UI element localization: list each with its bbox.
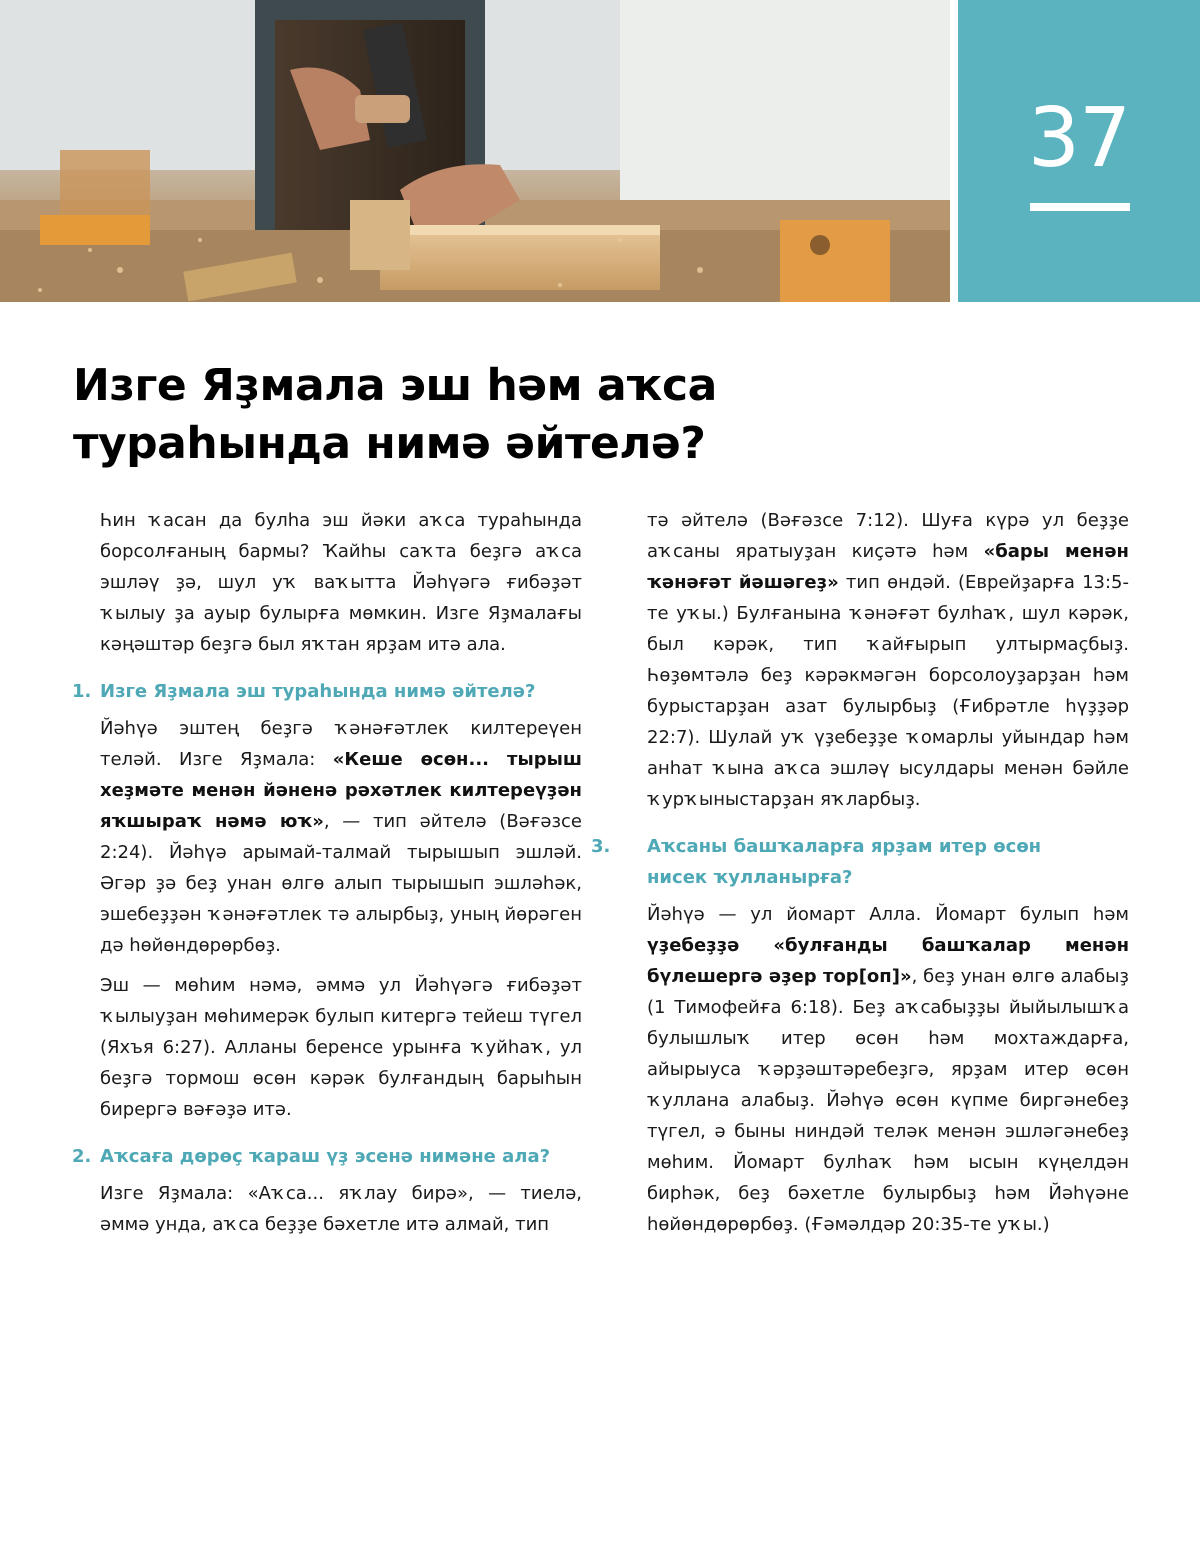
question-2-heading: [72, 1141, 582, 1172]
section-2-paragraph-1-continued: [647, 505, 1129, 815]
question-2-text: Аҡсаға дөрөҫ ҡараш үҙ эсенә нимәне ала?: [100, 1146, 551, 1167]
left-column: [72, 505, 582, 1249]
text-run: Йәһүә эштең беҙгә ҡәнәғәтлек килтереүен теләй. Изге Яҙмала:: [100, 718, 582, 770]
section-1-paragraph-1: [100, 713, 582, 961]
lesson-number: 37: [1027, 91, 1131, 186]
question-2-number: 2.: [72, 1146, 92, 1167]
lesson-number-panel: [958, 0, 1200, 302]
bold-quote: «бары менән ҡәнәғәт йәшәгеҙ»: [647, 541, 1129, 593]
page-title: [73, 357, 953, 473]
text-run: , беҙ унан өлгө алабыҙ (1 Тимофейға 6:18). Беҙ аҡсабыҙҙы йыйылышҡа булышлыҡ итер өсөн һәм мохтаждарға, айырыуса ҡәрҙәштәребеҙгә, ярҙам итер өсөн ҡуллана алабыҙ. Йәһүә өсөн күпме биргәнебеҙ түгел, ә быны ниндәй теләк менән эшләгәнебеҙ мөһим. Йомарт булһаҡ һәм ысын күңелдән бирһәк, беҙ бәхетле булырбыҙ һәм Йәһүәне һөйөндөрөрбөҙ. (Ғәмәлдәр 20:35-те уҡы.): [647, 966, 1129, 1235]
question-3-text-line2: нисек ҡулланырға?: [647, 867, 853, 888]
text-run: Йәһүә — ул йомарт Алла. Йомарт булып һәм: [647, 904, 1129, 925]
intro-paragraph: Һин ҡасан да булһа эш йәки аҡса тураһында борсолғаның бармы? Ҡайһы саҡта беҙгә аҡса эшләү ҙә, шул уҡ ваҡытта Йәһүәгә ғибәҙәт ҡылыу ҙа ауыр булырға мөмкин. Изге Яҙмалағы кәңәштәр беҙгә был яҡтан ярҙам итә ала.: [100, 510, 582, 655]
section-1-paragraph-2: Эш — мөһим нәмә, әммә ул Йәһүәгә ғибәҙәт ҡылыуҙан мөһимерәк булып китергә тейеш түгел (Яхъя 6:27). Алланы беренсе урынға ҡуйһаҡ, ул беҙгә тормош өсөн кәрәк булғандың барыһын бирергә вәғәҙә итә.: [100, 975, 582, 1120]
question-3-heading: [591, 831, 1129, 893]
question-1-text: Изге Яҙмала эш тураһында нимә әйтелә?: [100, 681, 536, 702]
bold-quote: үҙебеҙҙә «булғанды башҡалар менән бүлешергә әҙер тор[оп]»: [647, 935, 1129, 987]
section-2-paragraph-1-start: Изге Яҙмала: «Аҡса... яҡлау бирә», — тиелә, әммә унда, аҡса беҙҙе бәхетле итә алмай, тип: [100, 1183, 582, 1235]
hero-photo: [0, 0, 950, 302]
question-3-number: 3.: [591, 836, 611, 857]
bold-quote: «Кеше өсөн... тырыш хеҙмәте менән йәненә рәхәтлек килтереүҙән яҡшыраҡ нәмә юҡ»: [100, 749, 582, 832]
text-run: тә әйтелә (Вәғәзсе 7:12). Шуға күрә ул беҙҙе аҡсаны яратыуҙан киҫәтә һәм: [647, 510, 1129, 562]
question-1-number: 1.: [72, 681, 92, 702]
text-run: тип өндәй. (Еврейҙарға 13:5-те уҡы.) Булғанына ҡәнәғәт булһаҡ, шул кәрәк, был кәрәк, тип ҡайғырып ултырмаҫбыҙ. Һөҙөмтәлә беҙ кәрәкмәгән борсолоуҙарҙан һәм бурыстарҙан азат булырбыҙ (Ғибрәтле һүҙҙәр 22:7). Шулай уҡ үҙебеҙҙе ҡомарлы уйындар һәм анһат ҡына аҡса эшләү ысулдары менән бәйле ҡурҡыныстарҙан яҡларбыҙ.: [647, 572, 1129, 810]
question-3-text-line1: Аҡсаны башҡаларға ярҙам итер өсөн: [647, 836, 1042, 857]
right-column: [591, 505, 1129, 1249]
question-1-heading: [72, 676, 582, 707]
page-title-line1: Изге Яҙмала эш һәм аҡса: [73, 360, 717, 411]
page-title-line2: тураһында нимә әйтелә?: [73, 418, 706, 469]
lesson-number-underline: [1030, 203, 1130, 211]
text-run: , — тип әйтелә (Вәғәзсе 2:24). Йәһүә арымай-талмай тырышып эшләй. Әгәр ҙә беҙ унан өлгө алып тырышып эшләһәк, эшебеҙҙән ҡәнәғәтлек тә алырбыҙ, уның йөрәген дә һөйөндөрөрбөҙ.: [100, 811, 582, 956]
section-3-paragraph-1: [647, 899, 1129, 1240]
carpenter-illustration: [0, 0, 950, 302]
